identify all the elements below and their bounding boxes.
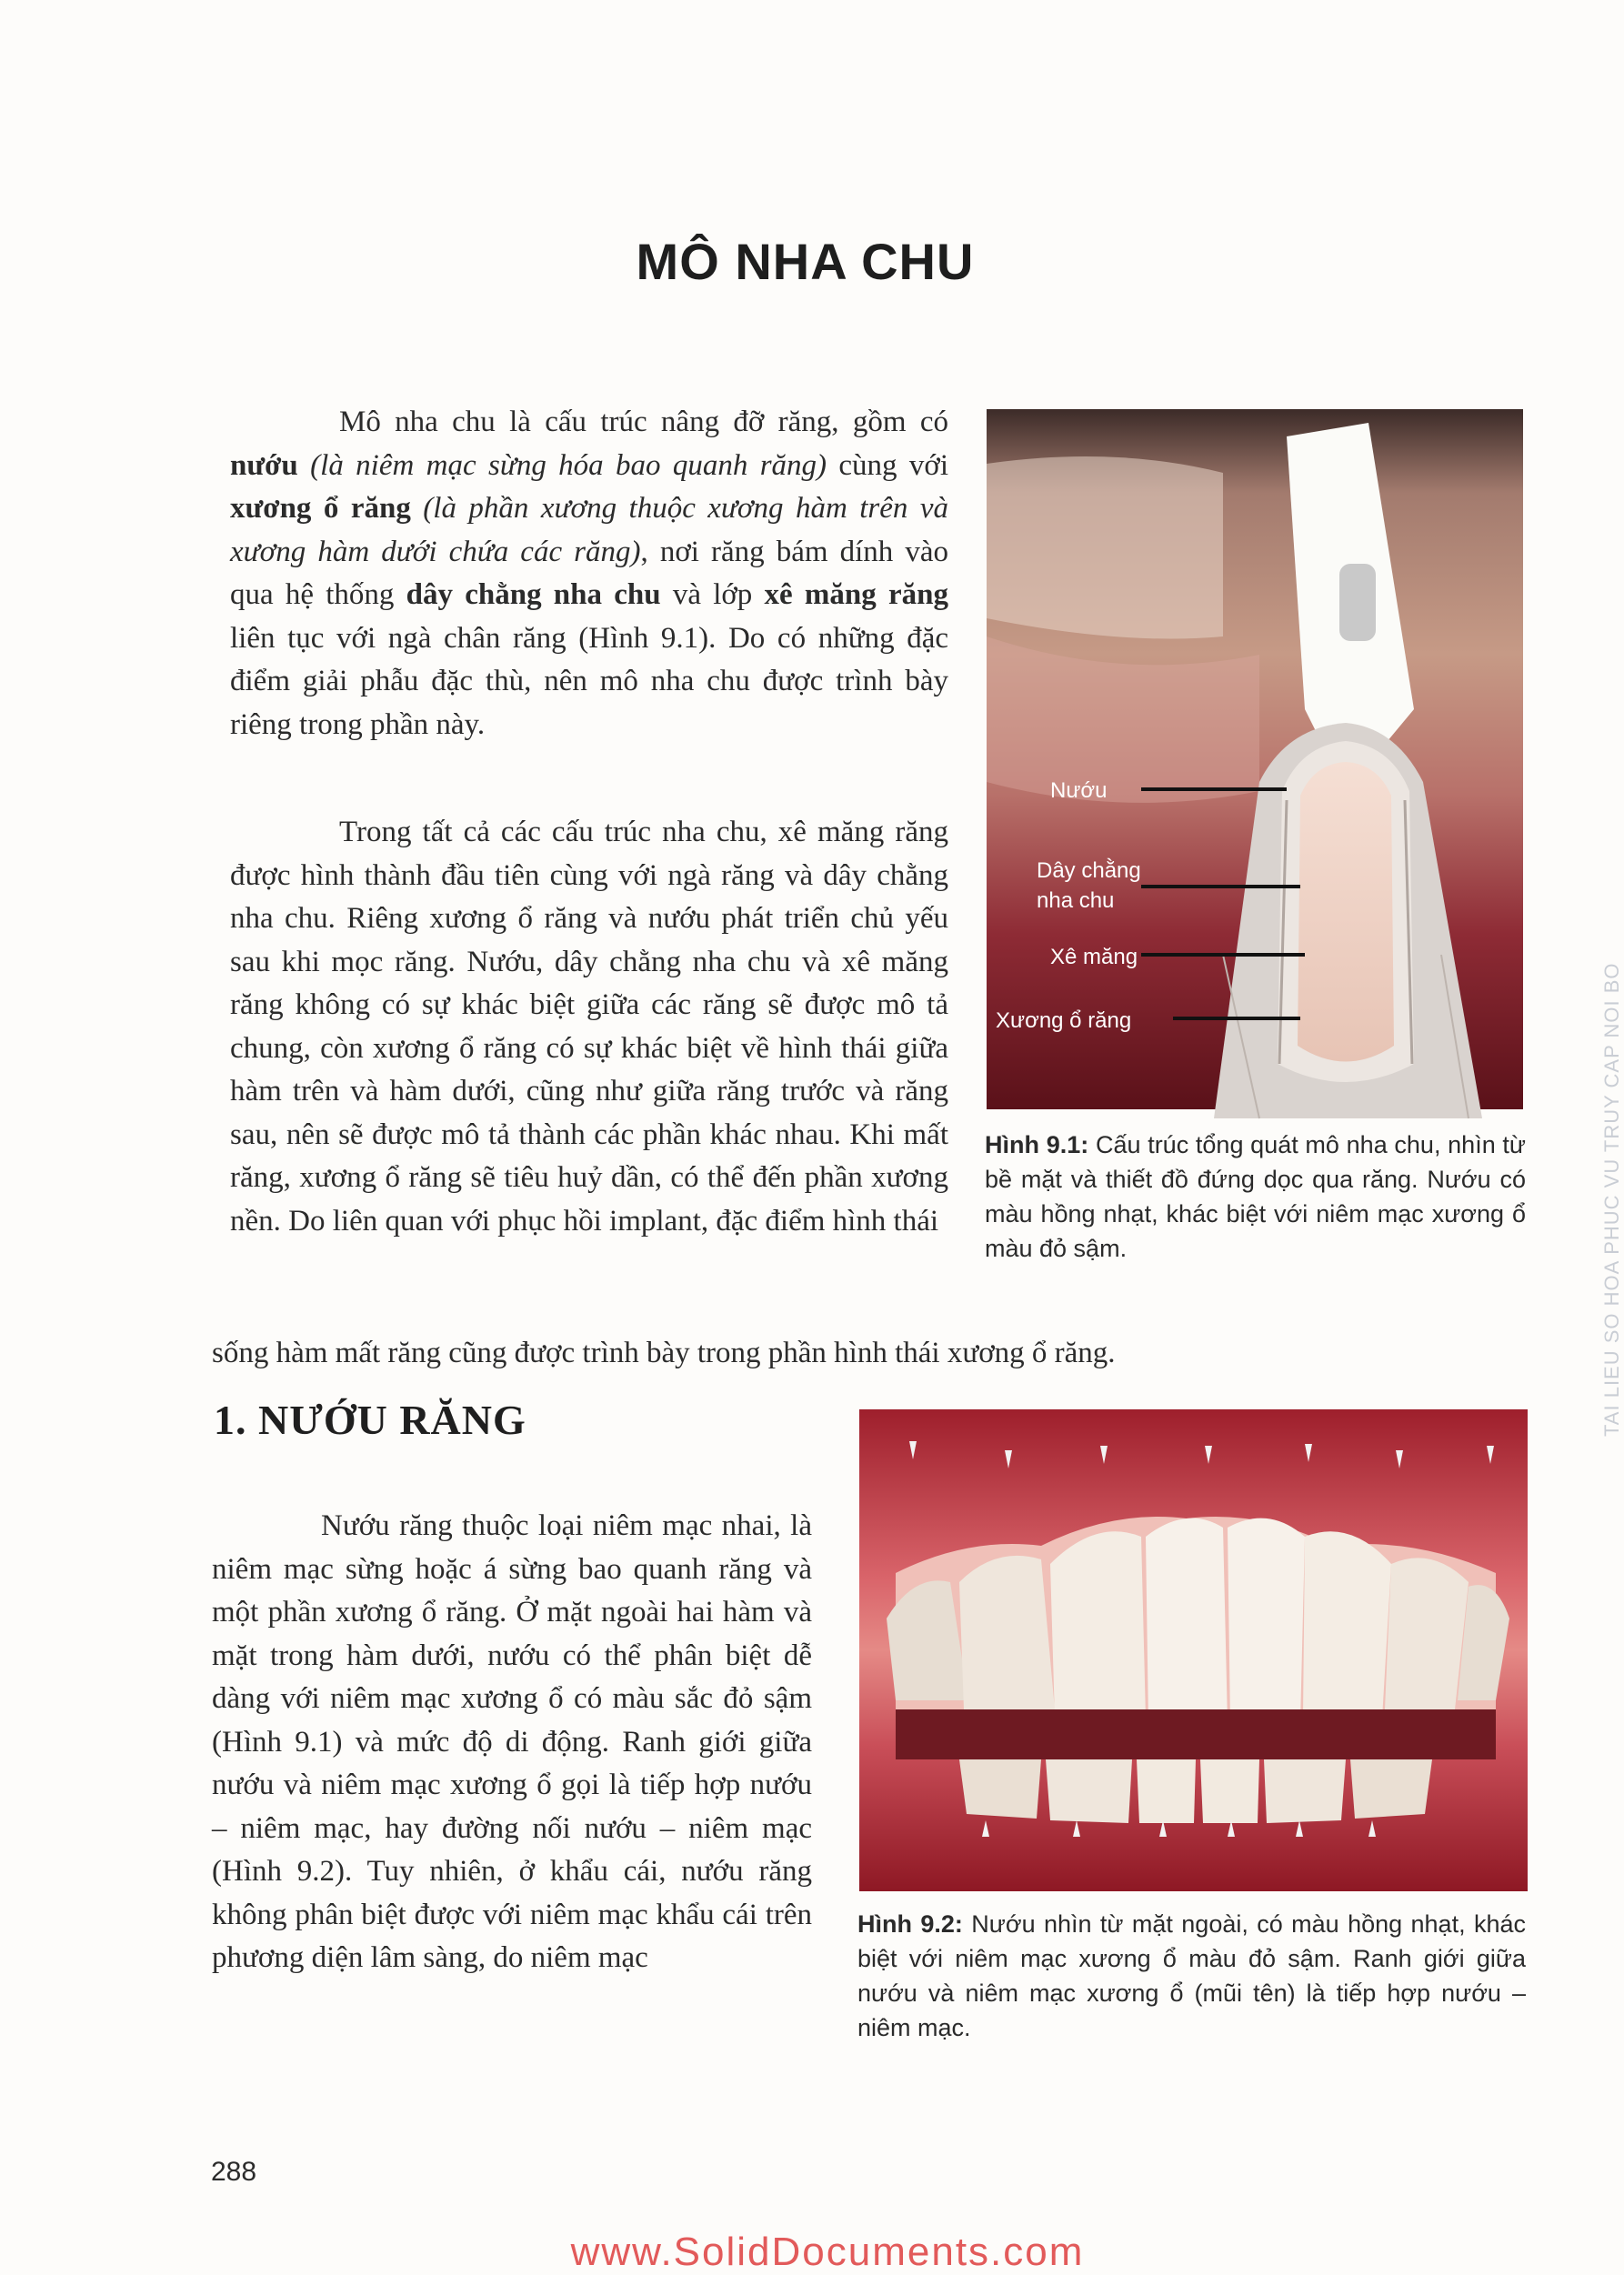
intro-p1-run: cùng với (827, 448, 948, 482)
figure-9-2-caption (857, 1907, 1526, 2045)
intro-p1-run: nướu (230, 448, 298, 482)
page-number: 288 (211, 2157, 257, 2187)
figure-9-2-caption-text: Nướu nhìn từ mặt ngoài, có màu hồng nhạt, khác biệt với niêm mạc xương ổ màu đỏ sậm. Ranh giới giữa nướu và niêm mạc xương ổ (mũi tên) là tiếp hợp nướu – niêm mạc. (857, 1910, 1526, 2041)
intro-p1-run: (là niêm mạc sừng hóa bao quanh răng) (310, 448, 827, 482)
figure-9-2-image (859, 1409, 1528, 1891)
intro-p1-run (298, 449, 310, 482)
intro-p1-run: liên tục với ngà chân răng (Hình 9.1). Do có những đặc điểm giải phẫu đặc thù, nên mô nha chu được trình bày riêng trong phần này. (230, 621, 948, 741)
intro-paragraph-1 (230, 401, 948, 747)
intro-p1-run: dây chằng nha chu (406, 578, 661, 611)
label-day-chang-2: nha chu (1037, 888, 1115, 913)
figure-9-1-caption-label: Hình 9.1: (985, 1131, 1089, 1158)
label-nuou: Nướu (1050, 778, 1108, 803)
label-xuong-o-rang: Xương ổ răng (996, 1008, 1132, 1033)
intro-p1-run: , nơi răng bám dính vào qua hệ thống (230, 535, 948, 611)
label-day-chang-1: Dây chằng (1037, 858, 1141, 883)
figure-9-1-image (987, 409, 1523, 1109)
intro-p1-run: Mô nha chu là cấu trúc nâng đỡ răng, gồm có (339, 406, 948, 438)
intro-p1-run: xương ổ răng (230, 492, 411, 525)
page-title: MÔ NHA CHU (636, 233, 975, 290)
section-heading-nuou-rang: 1. NƯỚU RĂNG (214, 1397, 526, 1443)
intro-paragraph-2: Trong tất cả các cấu trúc nha chu, xê măng răng được hình thành đầu tiên cùng với ngà răng và dây chằng nha chu. Riêng xương ổ răng và nướu phát triển chủ yếu sau khi mọc răng. Nướu, dây chằng nha chu và xê măng răng không có sự khác biệt giữa các răng sẽ được mô tả chung, còn xương ổ răng có sự khác biệt về hình thái giữa hàm trên và hàm dưới, cũng như giữa răng trước và răng sau, nên sẽ được mô tả thành các phần khác nhau. Khi mất răng, xương ổ răng sẽ tiêu huỷ dần, có thể đến phần xương nền. Do liên quan với phục hồi implant, đặc điểm hình thái (230, 816, 948, 1238)
footer-watermark: www.SolidDocuments.com (570, 2230, 1085, 2274)
figure-9-2-caption-label: Hình 9.2: (857, 1910, 963, 1938)
side-watermark: TAI LIEU SO HOA PHUC VU TRUY CAP NOI BO (1600, 962, 1623, 1437)
intro-p1-run: (là phần xương thuộc xương hàm trên và xương hàm dưới chứa các răng) (230, 492, 949, 568)
intro-p1-run: xê măng răng (764, 578, 948, 611)
figure-9-1-caption (985, 1127, 1526, 1266)
intro-paragraph-2-tail: sống hàm mất răng cũng được trình bày trong phần hình thái xương ổ răng. (212, 1337, 1116, 1369)
intro-p1-run (411, 492, 423, 525)
intro-p1-run: và lớp (660, 578, 765, 611)
figure-9-1-caption-text: Cấu trúc tổng quát mô nha chu, nhìn từ bề mặt và thiết đồ đứng dọc qua răng. Nướu có màu hồng nhạt, khác biệt với niêm mạc xương ổ màu đỏ sậm. (985, 1131, 1527, 1262)
label-xe-mang: Xê măng (1050, 945, 1138, 969)
section-1-paragraph: Nướu răng thuộc loại niêm mạc nhai, là niêm mạc sừng hoặc á sừng bao quanh răng và một phần xương ổ răng. Ở mặt ngoài hai hàm và mặt trong hàm dưới, nướu có thể phân biệt dễ dàng với niêm mạc xương ổ có màu sắc đỏ sậm (Hình 9.1) và mức độ di động. Ranh giới giữa nướu và niêm mạc xương ổ gọi là tiếp hợp nướu – niêm mạc, hay đường nối nướu – niêm mạc (Hình 9.2). Tuy nhiên, ở khẩu cái, nướu răng không phân biệt được với niêm mạc khẩu cái trên phương diện lâm sàng, do niêm mạc (212, 1509, 812, 1974)
